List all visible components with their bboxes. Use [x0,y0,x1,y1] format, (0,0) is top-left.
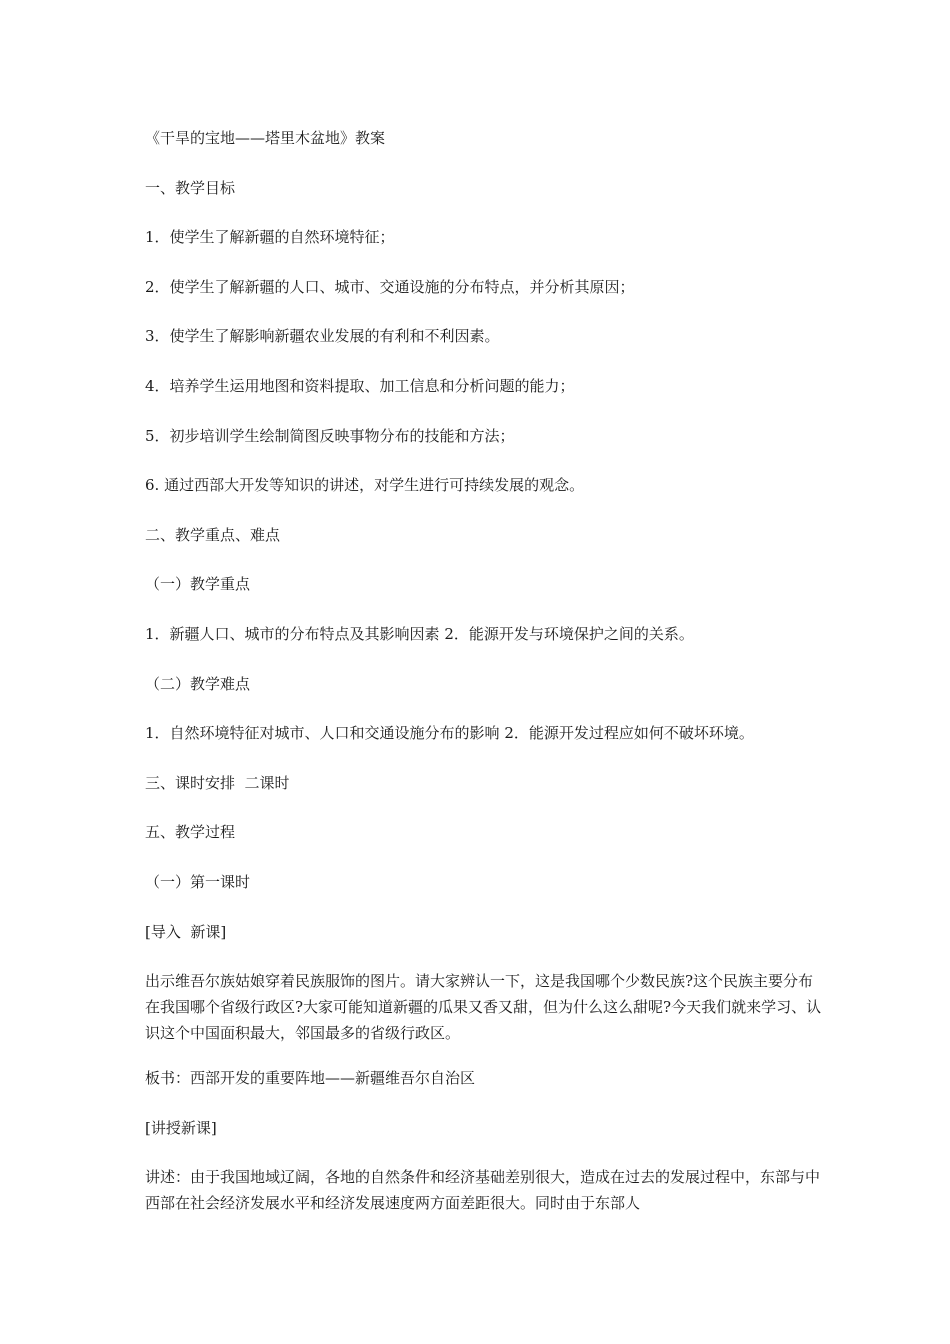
intro-paragraph: 出示维吾尔族姑娘穿着民族服饰的图片。请大家辨认一下，这是我国哪个少数民族?这个民族主要分布在我国哪个省级行政区?大家可能知道新疆的瓜果又香又甜，但为什么这么甜呢?今天我们就来学习、认识这个中国面积最大，邻国最多的省级行政区。 [145,972,822,1043]
difficulties-text: 1．自然环境特征对城市、人口和交通设施分布的影响 2．能源开发过程应如何不破坏环境。 [145,724,754,743]
lecture-paragraph: 讲述：由于我国地域辽阔，各地的自然条件和经济基础差别很大，造成在过去的发展过程中，东部与中西部在社会经济发展水平和经济发展速度两方面差距很大。同时由于东部人 [145,1168,821,1213]
goal-item-5: 5．初步培训学生绘制简图反映事物分布的技能和方法； [145,426,515,445]
goal-item-4: 4．培养学生运用地图和资料提取、加工信息和分析问题的能力； [145,376,575,395]
goal-item-3: 3．使学生了解影响新疆农业发展的有利和不利因素。 [145,327,500,346]
heading-schedule: 三、课时安排 二课时 [145,773,290,792]
document-title: 《干旱的宝地——塔里木盆地》教案 [145,129,386,147]
goal-item-1: 1．使学生了解新疆的自然环境特征； [145,228,395,247]
heading-key-points: 二、教学重点、难点 [145,525,281,544]
intro-label: [导入 新课] [145,922,227,941]
board-note: 板书：西部开发的重要阵地——新疆维吾尔自治区 [145,1069,476,1088]
heading-teaching-goals: 一、教学目标 [145,178,236,197]
document-body [145,125,825,1216]
subheading-key-points: （一）教学重点 [145,575,251,594]
goal-item-6: 6. 通过西部大开发等知识的讲述，对学生进行可持续发展的观念。 [145,476,585,495]
key-points-text: 1．新疆人口、城市的分布特点及其影响因素 2．能源开发与环境保护之间的关系。 [145,624,694,643]
subheading-difficulties: （二）教学难点 [145,674,251,693]
goal-item-2: 2．使学生了解新疆的人口、城市、交通设施的分布特点，并分析其原因； [145,277,635,296]
heading-process: 五、教学过程 [145,823,236,842]
lecture-heading: [讲授新课] [145,1118,217,1137]
subheading-first-lesson: （一）第一课时 [145,872,251,891]
